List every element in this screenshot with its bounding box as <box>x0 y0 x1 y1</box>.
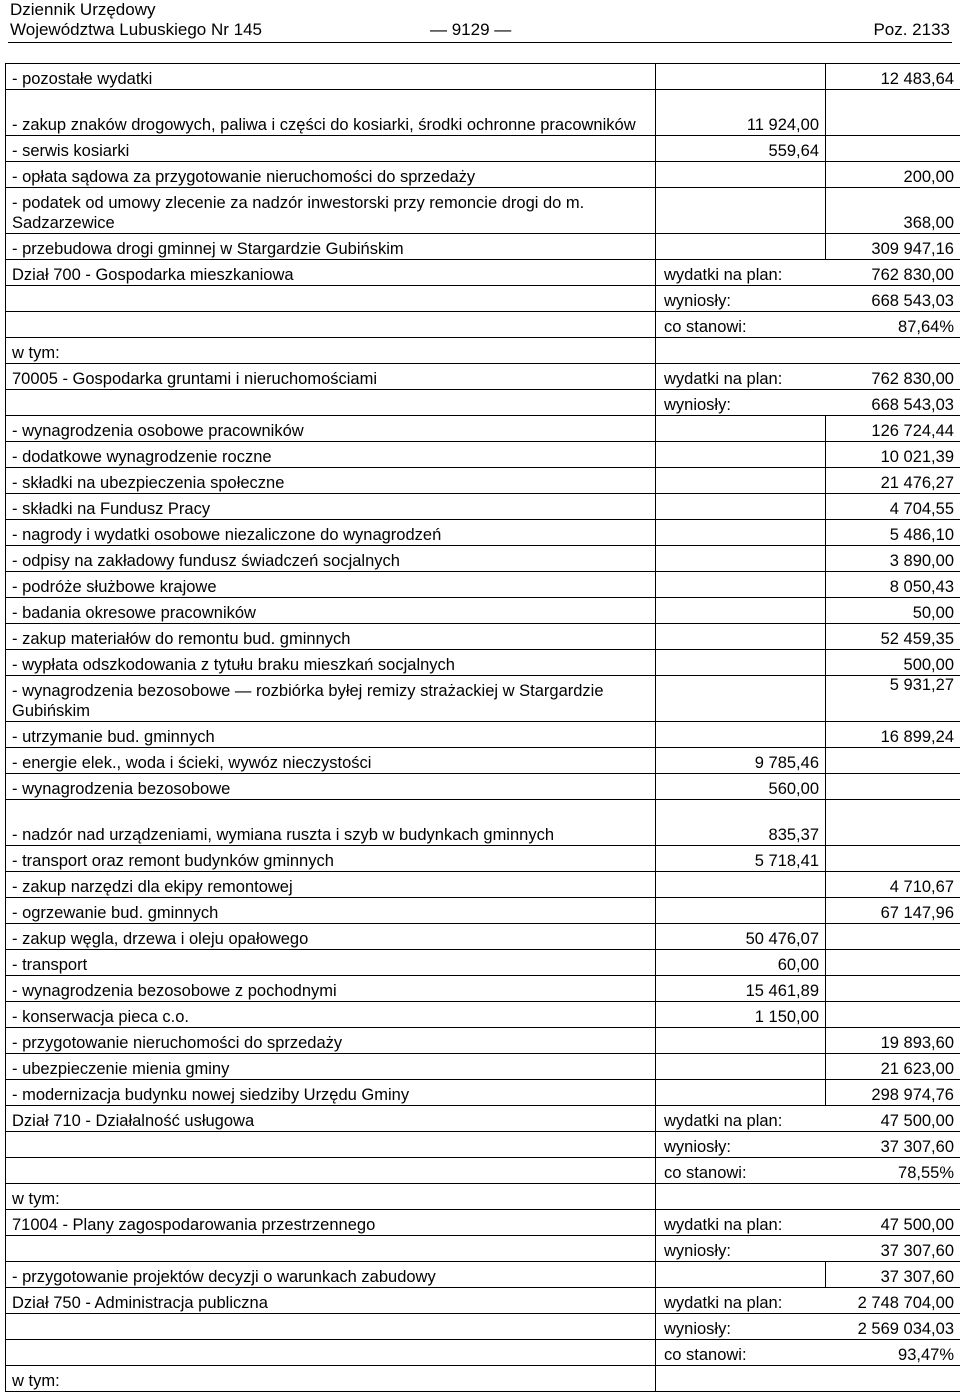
page-header <box>10 0 950 40</box>
header-rule <box>8 42 952 43</box>
row-amount-empty <box>826 748 960 774</box>
row-amount: 87,64% <box>826 312 960 338</box>
row-amount: 4 704,55 <box>826 494 960 520</box>
row-label: co stanowi: <box>656 1340 826 1366</box>
row-amount: 126 724,44 <box>826 416 960 442</box>
row-amount: 762 830,00 <box>826 364 960 390</box>
row-label: wydatki na plan: <box>656 1106 826 1132</box>
table-row <box>6 624 960 650</box>
table-row <box>6 1054 960 1080</box>
row-label: wyniosły: <box>656 1132 826 1158</box>
row-description: 70005 - Gospodarka gruntami i nieruchomościami <box>6 364 656 390</box>
row-description: Dział 710 - Działalność usługowa <box>6 1106 656 1132</box>
row-amount: 309 947,16 <box>826 234 960 260</box>
row-amount: 78,55% <box>826 1158 960 1184</box>
row-label <box>656 338 826 364</box>
row-description: Dział 750 - Administracja publiczna <box>6 1288 656 1314</box>
row-label: wyniosły: <box>656 1314 826 1340</box>
table-row <box>6 748 960 774</box>
row-sub-amount-empty <box>656 520 826 546</box>
row-sub-amount-empty <box>656 722 826 748</box>
table-row <box>6 898 960 924</box>
row-description: - pozostałe wydatki <box>6 64 656 90</box>
table-row <box>6 976 960 1002</box>
row-amount-empty <box>826 774 960 800</box>
row-sub-amount-empty <box>656 650 826 676</box>
row-sub-amount-empty <box>656 676 826 722</box>
row-amount-empty <box>826 976 960 1002</box>
row-sub-amount: 560,00 <box>656 774 826 800</box>
row-description: - serwis kosiarki <box>6 136 656 162</box>
row-amount-empty <box>826 136 960 162</box>
journal-title: Dziennik Urzędowy <box>10 0 156 20</box>
row-label <box>656 1184 826 1210</box>
page-number: — 9129 — <box>430 20 511 40</box>
table-row <box>6 1132 960 1158</box>
row-sub-amount-empty <box>656 442 826 468</box>
row-amount: 4 710,67 <box>826 872 960 898</box>
row-sub-amount: 835,37 <box>656 800 826 846</box>
table-row <box>6 1340 960 1366</box>
row-amount: 200,00 <box>826 162 960 188</box>
row-description: - przygotowanie nieruchomości do sprzedaży <box>6 1028 656 1054</box>
row-amount: 3 890,00 <box>826 546 960 572</box>
row-label: co stanowi: <box>656 1158 826 1184</box>
row-amount-empty <box>826 90 960 136</box>
table-row <box>6 1236 960 1262</box>
row-description: - transport oraz remont budynków gminnych <box>6 846 656 872</box>
row-amount: 368,00 <box>826 188 960 234</box>
row-sub-amount: 15 461,89 <box>656 976 826 1002</box>
row-description: - przygotowanie projektów decyzji o warunkach zabudowy <box>6 1262 656 1288</box>
row-sub-amount-empty <box>656 1028 826 1054</box>
row-amount: 2 748 704,00 <box>826 1288 960 1314</box>
row-description: - podróże służbowe krajowe <box>6 572 656 598</box>
row-description: - odpisy na zakładowy fundusz świadczeń socjalnych <box>6 546 656 572</box>
row-description: w tym: <box>6 1184 656 1210</box>
table-row <box>6 846 960 872</box>
table-row <box>6 676 960 722</box>
table-row <box>6 1288 960 1314</box>
row-sub-amount: 559,64 <box>656 136 826 162</box>
table-row <box>6 234 960 260</box>
table-row <box>6 722 960 748</box>
table-row <box>6 64 960 90</box>
row-description: - przebudowa drogi gminnej w Stargardzie Gubińskim <box>6 234 656 260</box>
table-row <box>6 136 960 162</box>
row-sub-amount: 1 150,00 <box>656 1002 826 1028</box>
row-description: - wynagrodzenia osobowe pracowników <box>6 416 656 442</box>
row-sub-amount: 5 718,41 <box>656 846 826 872</box>
table-row <box>6 1106 960 1132</box>
table-row <box>6 1210 960 1236</box>
row-amount: 21 476,27 <box>826 468 960 494</box>
row-description <box>6 1158 656 1184</box>
row-description: - energie elek., woda i ścieki, wywóz nieczystości <box>6 748 656 774</box>
row-description <box>6 312 656 338</box>
table-row <box>6 286 960 312</box>
table-row <box>6 1080 960 1106</box>
row-amount-empty <box>826 800 960 846</box>
row-amount <box>826 338 960 364</box>
row-description: Dział 700 - Gospodarka mieszkaniowa <box>6 260 656 286</box>
row-label: wydatki na plan: <box>656 364 826 390</box>
row-description: - konserwacja pieca c.o. <box>6 1002 656 1028</box>
row-description <box>6 1314 656 1340</box>
row-amount <box>826 1184 960 1210</box>
row-amount: 37 307,60 <box>826 1262 960 1288</box>
row-description <box>6 286 656 312</box>
table-row <box>6 188 960 234</box>
table-row <box>6 390 960 416</box>
row-amount: 93,47% <box>826 1340 960 1366</box>
table-row <box>6 950 960 976</box>
table-row <box>6 650 960 676</box>
row-sub-amount-empty <box>656 494 826 520</box>
table-row <box>6 260 960 286</box>
table-row <box>6 1158 960 1184</box>
row-amount: 52 459,35 <box>826 624 960 650</box>
row-sub-amount-empty <box>656 64 826 90</box>
position-number: Poz. 2133 <box>873 20 950 40</box>
row-amount: 5 931,27 <box>826 676 960 722</box>
row-amount-empty <box>826 1002 960 1028</box>
row-description: - składki na ubezpieczenia społeczne <box>6 468 656 494</box>
row-amount: 47 500,00 <box>826 1210 960 1236</box>
row-sub-amount-empty <box>656 624 826 650</box>
row-amount: 8 050,43 <box>826 572 960 598</box>
row-amount: 37 307,60 <box>826 1236 960 1262</box>
table-row <box>6 442 960 468</box>
row-description: - opłata sądowa za przygotowanie nieruchomości do sprzedaży <box>6 162 656 188</box>
table-row <box>6 364 960 390</box>
table-row <box>6 416 960 442</box>
row-label: wydatki na plan: <box>656 260 826 286</box>
row-description: - podatek od umowy zlecenie za nadzór inwestorski przy remoncie drogi do m. Sadzarzewice <box>6 188 656 234</box>
row-description <box>6 390 656 416</box>
row-amount: 5 486,10 <box>826 520 960 546</box>
row-sub-amount-empty <box>656 898 826 924</box>
row-description <box>6 1236 656 1262</box>
row-label: wydatki na plan: <box>656 1288 826 1314</box>
row-description <box>6 1340 656 1366</box>
row-amount-empty <box>826 846 960 872</box>
row-description: - nagrody i wydatki osobowe niezaliczone do wynagrodzeń <box>6 520 656 546</box>
row-description: - dodatkowe wynagrodzenie roczne <box>6 442 656 468</box>
table-row <box>6 598 960 624</box>
row-sub-amount-empty <box>656 546 826 572</box>
row-description: w tym: <box>6 338 656 364</box>
row-amount <box>826 1366 960 1392</box>
row-label: wyniosły: <box>656 286 826 312</box>
row-sub-amount-empty <box>656 572 826 598</box>
row-description: - transport <box>6 950 656 976</box>
row-amount: 668 543,03 <box>826 286 960 312</box>
row-description: - składki na Fundusz Pracy <box>6 494 656 520</box>
row-sub-amount: 60,00 <box>656 950 826 976</box>
table-row <box>6 1262 960 1288</box>
row-amount: 67 147,96 <box>826 898 960 924</box>
expenditure-table <box>5 63 960 1392</box>
row-sub-amount: 50 476,07 <box>656 924 826 950</box>
table-row <box>6 90 960 136</box>
row-amount: 21 623,00 <box>826 1054 960 1080</box>
row-description: - badania okresowe pracowników <box>6 598 656 624</box>
row-sub-amount-empty <box>656 416 826 442</box>
row-sub-amount-empty <box>656 1054 826 1080</box>
table-row <box>6 1314 960 1340</box>
row-description: - ogrzewanie bud. gminnych <box>6 898 656 924</box>
row-sub-amount-empty <box>656 468 826 494</box>
row-sub-amount: 9 785,46 <box>656 748 826 774</box>
row-description: - utrzymanie bud. gminnych <box>6 722 656 748</box>
table-row <box>6 338 960 364</box>
row-amount: 47 500,00 <box>826 1106 960 1132</box>
table-row <box>6 1184 960 1210</box>
row-amount: 762 830,00 <box>826 260 960 286</box>
row-description: 71004 - Plany zagospodarowania przestrzennego <box>6 1210 656 1236</box>
table-row <box>6 520 960 546</box>
row-sub-amount: 11 924,00 <box>656 90 826 136</box>
table-row <box>6 1002 960 1028</box>
row-label: wyniosły: <box>656 390 826 416</box>
table-row <box>6 1028 960 1054</box>
row-amount: 298 974,76 <box>826 1080 960 1106</box>
row-description: - wynagrodzenia bezosobowe z pochodnymi <box>6 976 656 1002</box>
journal-subtitle: Województwa Lubuskiego Nr 145 <box>10 20 262 40</box>
table-row <box>6 774 960 800</box>
table-row <box>6 162 960 188</box>
table-row <box>6 546 960 572</box>
table-row <box>6 1366 960 1392</box>
row-amount: 668 543,03 <box>826 390 960 416</box>
row-description <box>6 1132 656 1158</box>
row-description: - modernizacja budynku nowej siedziby Urzędu Gminy <box>6 1080 656 1106</box>
table-row <box>6 312 960 338</box>
row-amount: 12 483,64 <box>826 64 960 90</box>
row-description: - zakup węgla, drzewa i oleju opałowego <box>6 924 656 950</box>
row-amount: 500,00 <box>826 650 960 676</box>
row-label <box>656 1366 826 1392</box>
row-sub-amount-empty <box>656 1262 826 1288</box>
row-amount: 10 021,39 <box>826 442 960 468</box>
table-row <box>6 494 960 520</box>
row-description: - wynagrodzenia bezosobowe — rozbiórka byłej remizy strażackiej w Stargardzie Gubińskim <box>6 676 656 722</box>
row-description: - zakup narzędzi dla ekipy remontowej <box>6 872 656 898</box>
table-row <box>6 800 960 846</box>
row-amount: 16 899,24 <box>826 722 960 748</box>
row-amount-empty <box>826 950 960 976</box>
row-description: w tym: <box>6 1366 656 1392</box>
row-label: wyniosły: <box>656 1236 826 1262</box>
row-sub-amount-empty <box>656 162 826 188</box>
row-amount: 50,00 <box>826 598 960 624</box>
row-amount: 19 893,60 <box>826 1028 960 1054</box>
row-description: - wypłata odszkodowania z tytułu braku mieszkań socjalnych <box>6 650 656 676</box>
row-label: co stanowi: <box>656 312 826 338</box>
row-sub-amount-empty <box>656 188 826 234</box>
row-amount-empty <box>826 924 960 950</box>
row-description: - zakup materiałów do remontu bud. gminnych <box>6 624 656 650</box>
row-label: wydatki na plan: <box>656 1210 826 1236</box>
table-row <box>6 872 960 898</box>
row-description: - wynagrodzenia bezosobowe <box>6 774 656 800</box>
row-amount: 2 569 034,03 <box>826 1314 960 1340</box>
row-amount: 37 307,60 <box>826 1132 960 1158</box>
row-description: - nadzór nad urządzeniami, wymiana ruszta i szyb w budynkach gminnych <box>6 800 656 846</box>
table-row <box>6 924 960 950</box>
table-row <box>6 468 960 494</box>
row-description: - zakup znaków drogowych, paliwa i części do kosiarki, środki ochronne pracowników <box>6 90 656 136</box>
row-sub-amount-empty <box>656 598 826 624</box>
row-description: - ubezpieczenie mienia gminy <box>6 1054 656 1080</box>
row-sub-amount-empty <box>656 1080 826 1106</box>
row-sub-amount-empty <box>656 872 826 898</box>
table-row <box>6 572 960 598</box>
row-sub-amount-empty <box>656 234 826 260</box>
